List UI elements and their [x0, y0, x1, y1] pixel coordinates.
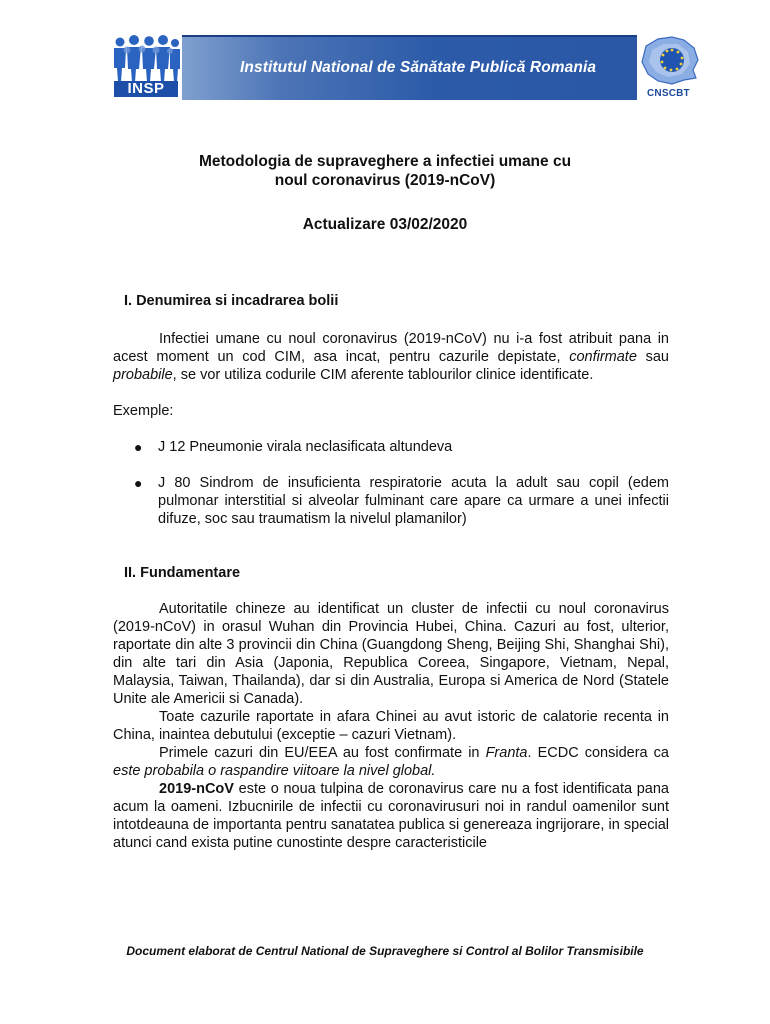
section-2-text-1: Autoritatile chineze au identificat un cluster de infectii cu noul coronavirus (2019-nCoV) in orasul Wuhan din Provincia Hubei, China. Cazuri au fost, ulterior, raportate din alte 3 provincii din China (Guangdong Sheng, Beijing Shi, Shanghai Shi), din alte tari din Asia (Japonia, Republica Coreea, Singapore, Vietnam, Nepal, Malaysia, Taiwan, Thailanda), dar si din Australia, Europa si America de Nord (Statele Unite ale Americii si Canada).: [113, 601, 669, 707]
section-2-paragraph-2: [113, 708, 669, 744]
section-1-paragraph: [113, 330, 669, 384]
examples-label: Exemple:: [113, 403, 174, 419]
section-1-text-b: sau: [636, 349, 669, 365]
section-2-paragraph-3: [113, 744, 669, 780]
confirmate-word: confirmate: [569, 349, 637, 365]
global-spread-text: este probabila o raspandire viitoare la nivel global.: [113, 763, 436, 779]
section-2-heading: II. Fundamentare: [124, 565, 241, 581]
section-2-text-3a: Primele cazuri din EU/EEA au fost confirmate in: [159, 745, 486, 761]
franta-word: Franta: [485, 745, 528, 761]
banner-title: Institutul National de Sănătate Publică Romania: [240, 59, 597, 76]
bullet-icon: ●: [134, 475, 143, 491]
insp-logo: [112, 34, 180, 98]
section-2-paragraph-1: [113, 600, 669, 708]
section-2-paragraph-4: [113, 780, 669, 852]
document-footer: Document elaborat de Centrul National de Supraveghere si Control al Bolilor Transmisibile: [126, 944, 644, 958]
update-date: Actualizare 03/02/2020: [302, 216, 468, 233]
title-line-2: noul coronavirus (2019-nCoV): [274, 172, 496, 189]
document-title: [0, 152, 770, 190]
bullet-icon: ●: [134, 439, 143, 455]
section-2-text-4: este o noua tulpina de coronavirus care nu a fost identificata pana acum la oameni. Izbucnirile de infectii cu coronavirusuri noi in randul oamenilor sunt intotdeauna de importanta pentru sanatatea publica si genereaza ingrijorare, in special atunci cand exista putine cunostinte despre caracteristicile: [113, 781, 669, 851]
insp-logo-text: INSP: [114, 81, 178, 97]
institute-banner: [182, 35, 637, 100]
virus-name: 2019-nCoV: [159, 781, 234, 797]
section-1-text-a: Infectiei umane cu noul coronavirus (2019-nCoV) nu i-a fost atribuit pana in acest moment un cod CIM, asa incat, pentru cazurile depistate,: [113, 331, 669, 365]
cnscbt-logo: [638, 34, 702, 102]
section-1-text-c: , se vor utiliza codurile CIM aferente tablourilor clinice identificate.: [172, 367, 594, 383]
example-j80: J 80 Sindrom de insuficienta respiratorie acuta la adult sau copil (edem pulmonar interstitial si alveolar fulminant care apare ca urmare a unei infectii difuze, soc sau traumatism la nivelul plamanilor): [158, 475, 669, 527]
section-1-heading: I. Denumirea si incadrarea bolii: [124, 293, 339, 309]
section-2-text-3b: . ECDC considera ca: [527, 745, 669, 761]
people-silhouettes-icon: [112, 34, 180, 82]
probabile-word: probabile: [113, 367, 173, 383]
cnscbt-logo-text: CNSCBT: [647, 88, 690, 99]
document-header: [112, 34, 702, 102]
example-j12: J 12 Pneumonie virala neclasificata altundeva: [158, 439, 453, 455]
romania-map-icon: [638, 34, 702, 88]
section-2-text-2: Toate cazurile raportate in afara Chinei au avut istoric de calatorie recenta in China, inaintea debutului (exceptie – cazuri Vietnam).: [113, 709, 669, 743]
title-line-1: Metodologia de supraveghere a infectiei umane cu: [198, 153, 572, 170]
